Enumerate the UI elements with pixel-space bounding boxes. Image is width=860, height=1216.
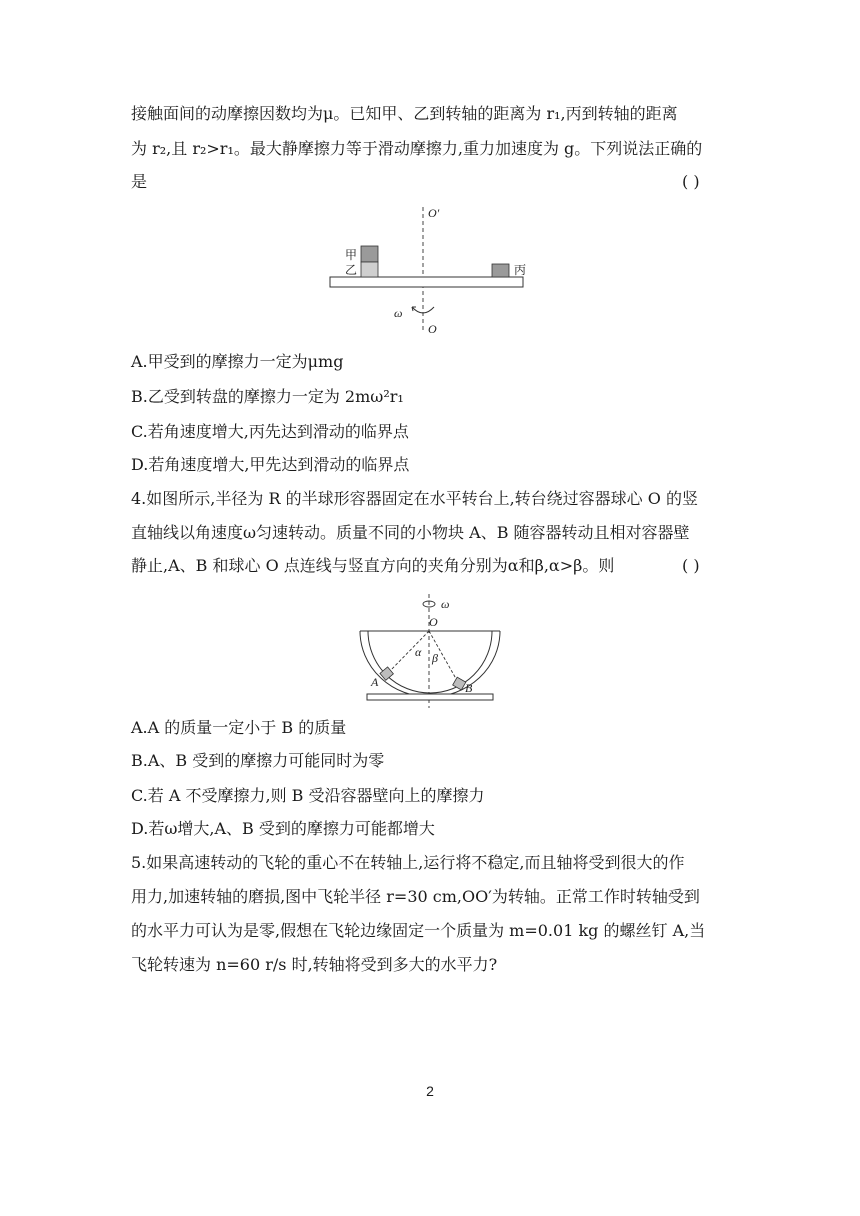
q5-line-2: 用力,加速转轴的磨损,图中飞轮半径 r=30 cm,OO′为转轴。正常工作时转轴受到 [131,887,700,906]
block-jia [361,246,378,262]
q3-line-2: 为 r₂,且 r₂>r₁。最大静摩擦力等于滑动摩擦力,重力加速度为 g。下列说法正确的 [131,139,703,158]
q4-option-a: A.A 的质量一定小于 B 的质量 [131,718,347,737]
block-bing-label: 丙 [514,263,527,277]
q4-option-b: B.A、B 受到的摩擦力可能同时为零 [131,751,385,770]
turntable [367,694,493,700]
block-jia-label: 甲 [345,248,358,262]
beta-label: β [432,651,438,665]
q3-option-d: D.若角速度增大,甲先达到滑动的临界点 [131,455,410,474]
axis-bottom-label: O [428,322,437,336]
q3-option-c: C.若角速度增大,丙先达到滑动的临界点 [131,422,409,441]
block-a-label: A [371,675,379,689]
alpha-label: α [415,645,422,659]
omega-label: ω [441,597,450,611]
q5-line-3: 的水平力可认为是零,假想在飞轮边缘固定一个质量为 m=0.01 kg 的螺丝钉 A,当 [131,921,706,940]
block-yi-label: 乙 [345,263,358,277]
q3-option-a: A.甲受到的摩擦力一定为μmg [131,352,344,371]
q5-line-1: 5.如果高速转动的飞轮的重心不在转轴上,运行将不稳定,而且轴将受到很大的作 [131,853,685,872]
omega-label: ω [394,306,403,320]
q4-bowl-figure [355,590,505,710]
radius-line-a [387,631,429,674]
page-number: 2 [426,1083,434,1099]
q4-line-2: 直轴线以角速度ω匀速转动。质量不同的小物块 A、B 随容器转动且相对容器壁 [131,523,690,542]
block-a [380,667,393,680]
block-bing [492,264,509,277]
axis-top-label: O′ [428,206,440,220]
q3-answer-paren: ( ) [682,172,700,191]
q3-line-1: 接触面间的动摩擦因数均为μ。已知甲、乙到转轴的距离为 r₁,丙到转轴的距离 [131,104,678,123]
block-yi [361,262,378,277]
q4-answer-paren: ( ) [682,556,700,575]
bowl-inner-wall [368,631,492,693]
q3-turntable-figure [320,203,535,343]
q4-option-d: D.若ω增大,A、B 受到的摩擦力可能都增大 [131,819,435,838]
q4-line-1: 4.如图所示,半径为 R 的半球形容器固定在水平转台上,转台绕过容器球心 O 的竖 [131,489,698,508]
turntable [330,277,523,287]
q3-line-3: 是 [131,172,148,191]
q5-line-4: 飞轮转速为 n=60 r/s 时,转轴将受到多大的水平力? [131,955,498,974]
block-b-label: B [465,681,473,695]
q4-option-c: C.若 A 不受摩擦力,则 B 受沿容器壁向上的摩擦力 [131,786,485,805]
q4-line-3: 静止,A、B 和球心 O 点连线与竖直方向的夹角分别为α和β,α>β。则 [131,556,615,575]
q3-option-b: B.乙受到转盘的摩擦力一定为 2mω²r₁ [131,387,404,406]
bowl-outer-wall [360,631,500,697]
center-label: O [429,615,438,629]
